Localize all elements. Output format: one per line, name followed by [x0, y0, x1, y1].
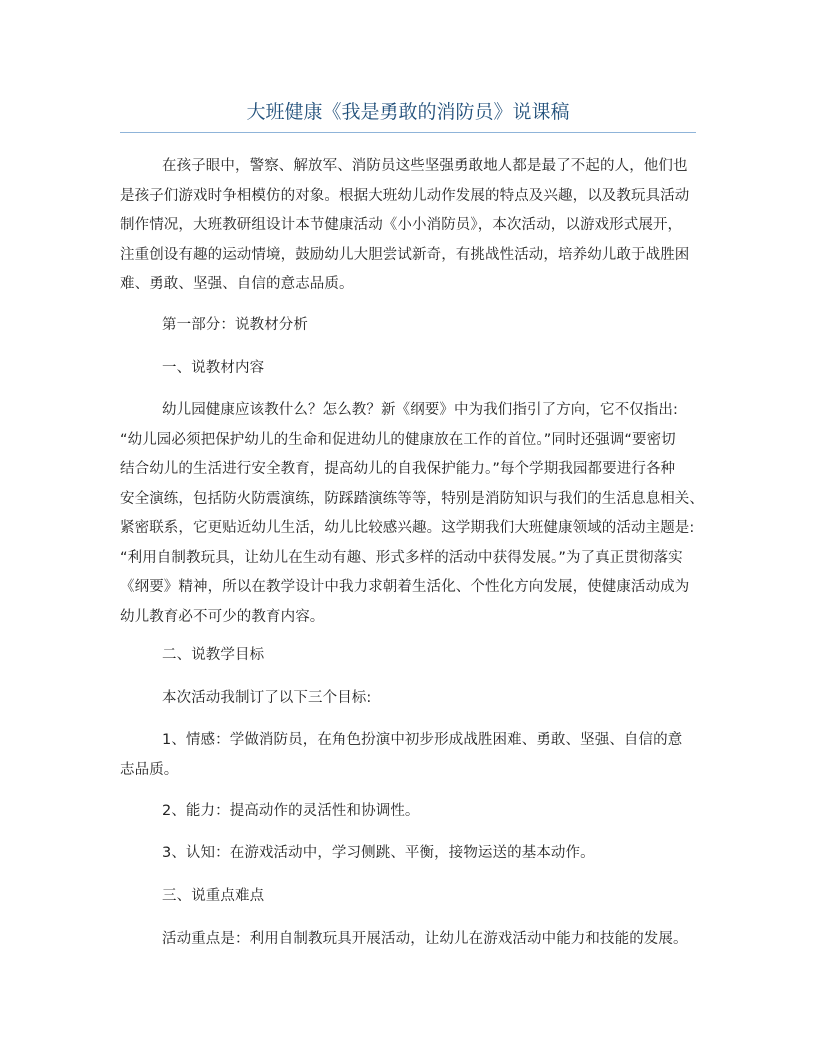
- text-line: 幼儿教育必不可少的教育内容。: [120, 608, 325, 625]
- text-line: 本次活动我制订了以下三个目标:: [162, 690, 372, 706]
- text-line: 第一部分：说教材分析: [162, 317, 308, 333]
- text-line: 1、情感：学做消防员，在角色扮演中初步形成战胜困难、勇敢、坚强、自信的意: [162, 732, 683, 748]
- title-underline: [120, 132, 696, 133]
- text-line: 三、说重点难点: [162, 888, 265, 904]
- text-line: 制作情况，大班教研组设计本节健康活动《小小消防员》，本次活动，以游戏形式展开，: [120, 217, 683, 233]
- text-line: 幼儿园健康应该教什么？怎么教？新《纲要》中为我们指引了方向，它不仅指出:: [162, 402, 678, 418]
- paragraph-key-point: [120, 925, 698, 955]
- text-line: 安全演练，包括防火防震演练，防踩踏演练等等，特别是消防知识与我们的生活息息相关、: [120, 490, 704, 507]
- text-line: 《纲要》精神，所以在教学设计中我力求朝着生活化、个性化方向发展，使健康活动成为: [120, 579, 690, 595]
- text-line: 是孩子们游戏时争相模仿的对象。根据大班幼儿动作发展的特点及兴趣，以及教玩具活动: [120, 187, 690, 204]
- subheading-key-points: [120, 882, 698, 912]
- text-line: 一、说教材内容: [162, 360, 265, 376]
- text-line: 结合幼儿的生活进行安全教育，提高幼儿的自我保护能力。”每个学期我园都要进行各种: [120, 461, 676, 477]
- paragraph-content: [120, 396, 704, 632]
- text-line: 志品质。: [120, 761, 179, 778]
- goal-item-ability: [120, 797, 698, 827]
- text-line: 二、说教学目标: [162, 647, 265, 663]
- goal-item-emotion: [120, 726, 698, 785]
- paragraph-intro: [120, 152, 698, 300]
- text-line: 难、勇敢、坚强、自信的意志品质。: [120, 276, 354, 292]
- subheading-goals: [120, 641, 698, 671]
- section-heading-part-one: [120, 311, 698, 341]
- subheading-content: [120, 354, 698, 384]
- document-title: 大班健康《我是勇敢的消防员》说课稿: [246, 101, 570, 123]
- goal-item-cognition: [120, 839, 698, 869]
- text-line: 紧密联系，它更贴近幼儿生活，幼儿比较感兴趣。这学期我们大班健康领域的活动主题是:: [120, 520, 695, 536]
- text-line: 3、认知：在游戏活动中，学习侧跳、平衡，接物运送的基本动作。: [162, 845, 595, 861]
- text-line: 注重创设有趣的运动情境，鼓励幼儿大胆尝试新奇，有挑战性活动，培养幼儿敢于战胜困: [120, 246, 690, 263]
- text-line: 在孩子眼中，警察、解放军、消防员这些坚强勇敢地人都是最了不起的人，他们也: [162, 158, 688, 174]
- text-line: “利用自制教玩具，让幼儿在生动有趣、形式多样的活动中获得发展。”为了真正贯彻落实: [120, 549, 683, 566]
- text-line: 活动重点是：利用自制教玩具开展活动，让幼儿在游戏活动中能力和技能的发展。: [162, 931, 688, 947]
- paragraph-goals-intro: [120, 684, 698, 714]
- text-line: “幼儿园必须把保护幼儿的生命和促进幼儿的健康放在工作的首位。”同时还强调“要密切: [120, 431, 676, 448]
- text-line: 2、能力：提高动作的灵活性和协调性。: [162, 803, 420, 819]
